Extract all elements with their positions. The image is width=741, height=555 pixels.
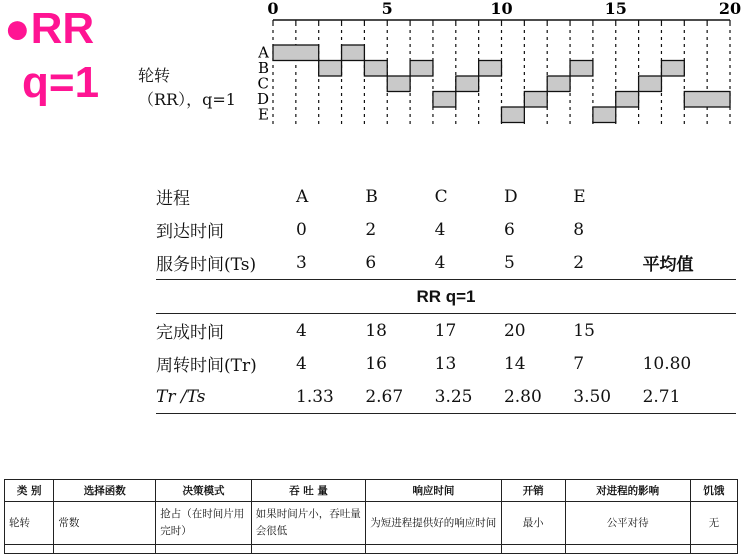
process-table	[156, 180, 736, 414]
gantt-label-line-2: （RR），q=1	[138, 90, 236, 109]
header-starvation: 饥饿	[690, 480, 737, 502]
cell-arrival-a: 0	[296, 219, 307, 240]
cell-finish-a: 4	[296, 314, 365, 348]
tail-cell	[565, 545, 690, 554]
tick-label: 0	[267, 0, 279, 18]
comparison-table	[4, 479, 738, 554]
tail-cell	[5, 545, 54, 554]
cell-arrival-avg	[643, 213, 736, 246]
gantt-label-line-1: 轮转	[138, 66, 171, 85]
row-ratio	[156, 380, 736, 414]
tail-cell	[251, 545, 365, 554]
cell-process-b: B	[365, 186, 378, 207]
cell-finish-d: 20	[504, 314, 573, 348]
gantt-chart	[0, 0, 741, 180]
section-title: RR q=1	[156, 280, 736, 314]
cell-ratio-b: 2.67	[365, 380, 434, 414]
header-category: 类 别	[5, 480, 54, 502]
process-label: A	[258, 43, 269, 62]
cell-service-e: 2	[573, 252, 585, 273]
cell-process-c: C	[434, 186, 448, 207]
cell-turnaround-a: 4	[296, 353, 307, 374]
slot-bar-c	[387, 76, 410, 92]
header-overhead: 开销	[501, 480, 565, 502]
cell-arrival-d: 6	[503, 219, 515, 240]
cell-service-b: 6	[365, 252, 377, 273]
tail-cell	[156, 545, 252, 554]
process-label: B	[257, 59, 269, 77]
cell-ratio-d: 2.80	[504, 380, 573, 414]
label-process: 进程	[156, 189, 190, 209]
cell-process-avg	[643, 180, 736, 213]
slot-bar-d	[616, 92, 639, 108]
label-arrival: 到达时间	[156, 222, 224, 242]
tick-label: 5	[381, 0, 393, 18]
label-finish: 完成时间	[156, 314, 296, 348]
cell-category: 轮转	[5, 502, 54, 545]
cell-starvation: 无	[690, 502, 737, 545]
slot-bar-c	[639, 76, 662, 92]
cell-process-d: D	[503, 186, 518, 207]
slot-bar-b	[570, 61, 593, 77]
cell-ratio-e: 3.50	[573, 380, 642, 414]
row-service	[156, 246, 736, 280]
title-line-2: q=1	[22, 58, 100, 107]
slot-bar-e	[593, 107, 616, 123]
cell-finish-b: 18	[365, 314, 434, 348]
cell-finish-e: 15	[573, 314, 642, 348]
tick-label: 10	[490, 0, 513, 18]
slot-bar-c	[456, 76, 479, 92]
slot-bar-d	[524, 92, 547, 108]
cell-decision-mode: 抢占（在时间片用完时）	[156, 502, 252, 545]
cell-arrival-e: 8	[573, 219, 585, 240]
header-throughput: 吞 吐 量	[251, 480, 365, 502]
cell-turnaround-c: 13	[434, 353, 457, 374]
cell-service-a: 3	[296, 252, 307, 273]
row-process	[156, 180, 736, 213]
cell-turnaround-b: 16	[365, 353, 387, 374]
title-line-1: ●RR	[4, 4, 95, 53]
row-finish	[156, 314, 736, 348]
cell-overhead: 最小	[501, 502, 565, 545]
process-label: D	[256, 90, 269, 108]
slot-bar-b	[410, 61, 433, 77]
slot-bar-b	[479, 61, 502, 77]
row-arrival	[156, 213, 736, 246]
tick-label: 15	[604, 0, 627, 18]
slot-bar-d	[684, 92, 730, 108]
process-label: C	[257, 74, 269, 93]
cell-ratio-c: 3.25	[435, 380, 504, 414]
cell-effect: 公平对待	[565, 502, 690, 545]
cell-arrival-b: 2	[365, 219, 377, 240]
header-decision-mode: 决策模式	[156, 480, 252, 502]
process-label: E	[258, 105, 269, 124]
slot-bar-d	[433, 92, 456, 108]
cell-service-avg: 平均值	[642, 255, 694, 275]
cell-arrival-c: 4	[434, 219, 446, 240]
cell-ratio-avg: 2.71	[643, 380, 736, 414]
cell-response-time: 为短进程提供好的响应时间	[366, 502, 501, 545]
row-turnaround	[156, 347, 736, 380]
tail-cell	[366, 545, 501, 554]
cell-ratio-a: 1.33	[296, 380, 365, 414]
header-effect: 对进程的影响	[565, 480, 690, 502]
slot-bar-b	[319, 61, 342, 77]
cell-throughput: 如果时间片小，吞吐量会很低	[251, 502, 365, 545]
tail-cell	[690, 545, 737, 554]
slot-bar-b	[661, 61, 684, 77]
tail-cell	[54, 545, 156, 554]
label-service: 服务时间(Ts)	[156, 255, 257, 275]
cell-service-d: 5	[503, 252, 515, 273]
cell-finish-avg	[643, 314, 736, 348]
slot-bar-a	[342, 45, 365, 61]
tick-label: 20	[718, 0, 741, 18]
cell-selection-function: 常数	[54, 502, 156, 545]
cell-turnaround-avg: 10.80	[642, 353, 692, 374]
row-section	[156, 280, 736, 314]
tail-cell	[501, 545, 565, 554]
cell-finish-c: 17	[435, 314, 504, 348]
cell-turnaround-d: 14	[503, 353, 526, 374]
comparison-header-row	[5, 480, 738, 502]
comparison-row-rr	[5, 502, 738, 545]
slot-bar-b	[364, 61, 387, 77]
label-ratio: Tr /Ts	[156, 380, 296, 414]
cell-service-c: 4	[434, 252, 446, 273]
slot-bar-e	[502, 107, 525, 123]
header-selection-function: 选择函数	[54, 480, 156, 502]
slot-bar-a	[273, 45, 319, 61]
label-turnaround: 周转时间(Tr)	[156, 356, 257, 376]
comparison-tail-row	[5, 545, 738, 554]
cell-turnaround-e: 7	[573, 353, 585, 374]
slot-bar-c	[547, 76, 570, 92]
cell-process-e: E	[573, 186, 586, 207]
header-response-time: 响应时间	[366, 480, 501, 502]
cell-process-a: A	[296, 186, 309, 207]
